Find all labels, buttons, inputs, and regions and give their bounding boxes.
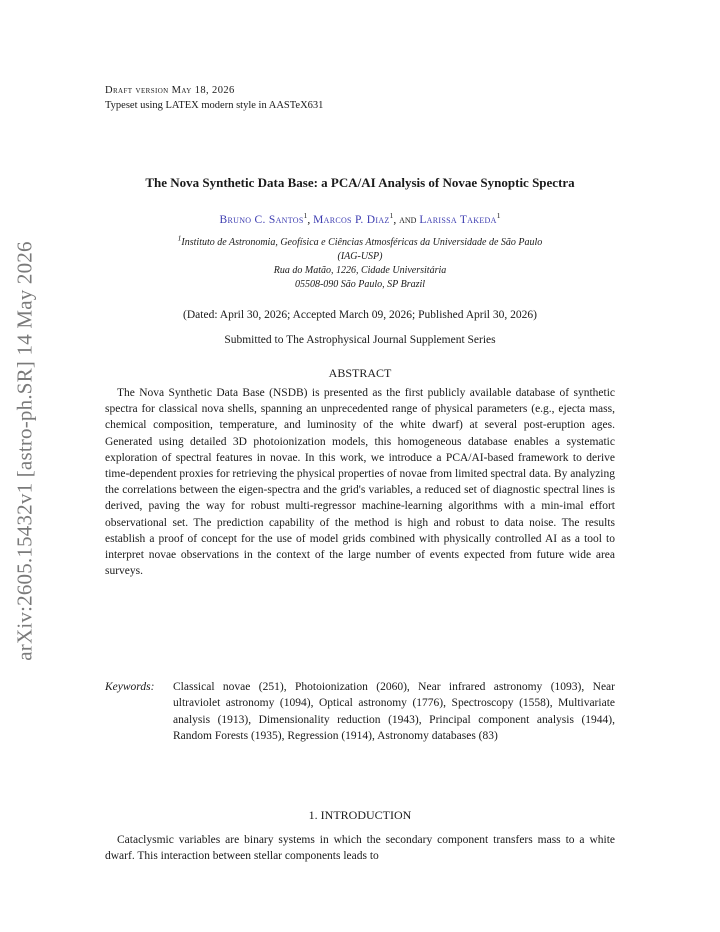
affiliation-block [105,233,615,292]
abstract-paragraph: The Nova Synthetic Data Base (NSDB) is presented as the first publicly available database of synthetic spectra for classical nova shells, spanning an unprecedented range of physical parameters (e.g., ejecta mass, chemical composition, temperature, and luminosity of the white dwarf) at several post-eruption ages. Generated using detailed 3D photoionization models, this homogeneous database enables a systematic exploration of spectral features in novae. In this work, we introduce a PCA/AI-based framework to derive time-dependent proxies for retrieving the physical properties of novae from limited spectral data. By analyzing the correlations between the eigen-spectra and the grid's variables, a reduced set of diagnostic spectral lines is derived, paving the way for robust multi-regressor machine-learning algorithms with a min-imal effort observational set. The prediction capability of the method is high and robust to data noise. The results establish a proof of concept for the use of model grids combined with physically controlled AI as a tool to interpret novae observations in the context of the large number of events expected from future wide area surveys. [105,387,615,578]
arxiv-identifier-sidebar [2,228,48,674]
author-conjunction: and [399,214,417,226]
paper-title: The Nova Synthetic Data Base: a PCA/AI Analysis of Novae Synoptic Spectra [145,175,575,190]
section-heading: 1. INTRODUCTION [308,808,412,822]
author-list: Bruno C. Santos$^1$, Marcos P. Diaz$^1$, and Larissa Takeda$^1$ [219,211,501,226]
keywords-block [105,679,615,745]
affiliation-mark: 1 [496,211,501,221]
abstract-text [105,385,615,579]
submission-note: Submitted to The Astrophysical Journal Supplement Series [224,334,496,346]
affiliation-mark: 1 [389,211,394,221]
typeset-note: Typeset using LATEX modern style in AASTeX631 [105,100,324,111]
affiliation-line: 05508-090 São Paulo, SP Brazil [294,279,426,290]
arxiv-identifier: arXiv:2605.15432v1 [astro-ph.SR] 14 May 2026 [12,241,37,661]
author-name[interactable]: Larissa Takeda [419,214,497,226]
author-name[interactable]: Marcos P. Diaz [313,214,390,226]
affiliation-mark: 1 [303,211,308,221]
keywords-label: Keywords: [105,681,155,693]
keywords-list: Classical novae (251), Photoionization (2060), Near infrared astronomy (1093), Near ultraviolet astronomy (1094), Optical astronomy (1776), Spectroscopy (1558), Multivariate analysis (1913), Dimensionality reduction (1943), Principal component analysis (1944), Random Forests (1935), Regression (1914), Astronomy databases (83) [173,681,615,743]
intro-text [105,832,615,865]
affiliation-line: $^1$Instituto de Astronomia, Geofísica e Ciências Atmosféricas da Universidade de São Paulo [177,233,543,248]
abstract-heading: ABSTRACT [328,366,392,380]
dates-line: (Dated: April 30, 2026; Accepted March 09, 2026; Published April 30, 2026) [183,309,537,321]
author-name[interactable]: Bruno C. Santos [219,214,304,226]
affiliation-line: (IAG-USP) [337,251,383,262]
affiliation-line: Rua do Matão, 1226, Cidade Universitária [273,265,447,276]
intro-paragraph: Cataclysmic variables are binary systems in which the secondary component transfers mass to a white dwarf. This interaction between stellar components leads to [105,834,615,863]
draft-version: Draft version May 18, 2026 [105,85,235,96]
